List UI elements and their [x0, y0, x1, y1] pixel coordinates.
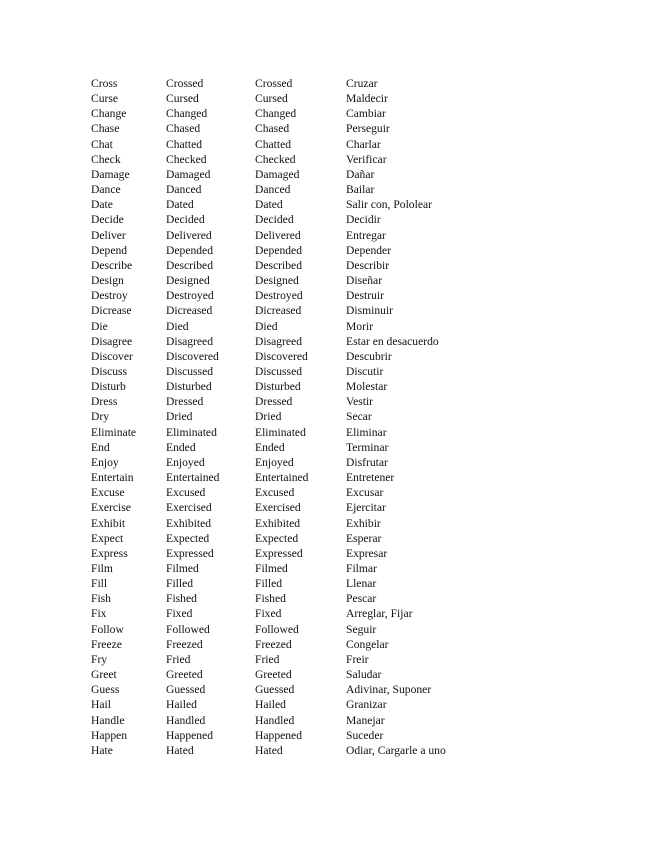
verb-past-participle: Excused [255, 486, 295, 500]
verb-spanish-translation: Exhibir [346, 516, 381, 530]
verb-base-form: Guess [91, 683, 120, 697]
verb-past-participle: Checked [255, 152, 296, 166]
verb-past-simple: Filmed [166, 562, 199, 575]
verb-row [91, 243, 506, 258]
verb-row [91, 697, 506, 712]
verb-base-form: Dry [91, 410, 110, 424]
verb-past-simple: Followed [166, 622, 210, 636]
verb-spanish-translation: Bailar [346, 183, 375, 197]
verb-past-participle: Disagreed [255, 334, 302, 348]
verb-spanish-translation: Filmar [346, 562, 377, 575]
verb-spanish-translation: Molestar [346, 380, 388, 394]
verb-row [91, 106, 506, 121]
verb-past-simple: Depended [166, 243, 213, 257]
verb-past-participle: Happened [255, 728, 302, 742]
verb-base-form: Disturb [91, 380, 126, 394]
verb-past-participle: Decided [255, 213, 294, 227]
verb-past-simple: Happened [166, 728, 213, 742]
verb-row [91, 576, 506, 591]
verb-past-participle: Hailed [255, 698, 286, 712]
verb-base-form: Chase [91, 122, 120, 136]
verb-past-simple: Expressed [166, 546, 214, 560]
verb-past-simple: Chased [166, 122, 201, 136]
verb-row [91, 743, 506, 758]
verb-base-form: Dicrease [91, 304, 132, 318]
verb-past-simple: Died [166, 319, 189, 333]
verb-row [91, 500, 506, 515]
verb-spanish-translation: Cruzar [346, 77, 378, 90]
verb-past-participle: Cursed [255, 92, 288, 106]
verb-base-form: Chat [91, 137, 113, 151]
verb-past-simple: Destroyed [166, 289, 214, 303]
verb-spanish-translation: Saludar [346, 668, 382, 682]
verb-past-participle: Freezed [255, 637, 292, 651]
verb-base-form: Express [91, 546, 128, 560]
verb-past-simple: Fried [166, 652, 191, 666]
verb-past-simple: Ended [166, 440, 196, 454]
verb-past-participle: Greeted [255, 668, 292, 682]
verb-base-form: Change [91, 107, 127, 121]
verb-spanish-translation: Granizar [346, 698, 387, 712]
verb-row [91, 91, 506, 106]
verb-spanish-translation: Manejar [346, 713, 385, 727]
verb-base-form: Cross [91, 77, 118, 90]
verb-past-participle: Designed [255, 274, 299, 288]
verb-spanish-translation: Disfrutar [346, 455, 388, 469]
verb-spanish-translation: Estar en desacuerdo [346, 334, 439, 348]
verb-past-participle: Exercised [255, 501, 301, 515]
verb-past-simple: Disturbed [166, 380, 212, 394]
verb-spanish-translation: Describir [346, 258, 390, 272]
verb-past-participle: Dated [255, 198, 283, 212]
verb-spanish-translation: Freir [346, 652, 369, 666]
verb-base-form: Design [91, 274, 124, 288]
verb-row [91, 394, 506, 409]
verb-past-simple: Disagreed [166, 334, 213, 348]
verb-past-simple: Exhibited [166, 516, 212, 530]
verb-past-simple: Crossed [166, 77, 204, 90]
verb-row [91, 182, 506, 197]
verb-past-simple: Danced [166, 183, 202, 197]
verb-base-form: Greet [91, 668, 117, 682]
verb-past-participle: Enjoyed [255, 455, 294, 469]
verb-past-participle: Expressed [255, 546, 303, 560]
verb-row [91, 606, 506, 621]
verb-past-simple: Dressed [166, 395, 204, 409]
verb-base-form: Freeze [91, 637, 122, 651]
verb-base-form: Destroy [91, 289, 128, 303]
verb-row [91, 591, 506, 606]
verb-past-participle: Fixed [255, 607, 282, 621]
verb-past-simple: Exercised [166, 501, 212, 515]
verb-spanish-translation: Terminar [346, 440, 389, 454]
verb-past-simple: Chatted [166, 137, 203, 151]
verb-past-participle: Dried [255, 410, 282, 424]
verb-past-participle: Chatted [255, 137, 292, 151]
verb-base-form: Damage [91, 167, 130, 181]
verb-past-participle: Handled [255, 713, 295, 727]
verb-base-form: Exhibit [91, 516, 126, 530]
verb-spanish-translation: Verificar [346, 152, 387, 166]
verb-row [91, 682, 506, 697]
verb-spanish-translation: Pescar [346, 592, 377, 606]
verb-base-form: Hate [91, 743, 113, 757]
verb-past-participle: Chased [255, 122, 290, 136]
verb-row [91, 667, 506, 682]
verb-past-simple: Excused [166, 486, 206, 500]
verb-base-form: Describe [91, 258, 133, 272]
verb-past-participle: Guessed [255, 683, 295, 697]
verb-spanish-translation: Salir con, Pololear [346, 198, 432, 212]
verb-spanish-translation: Maldecir [346, 92, 388, 106]
verb-past-simple: Damaged [166, 167, 211, 181]
verb-past-simple: Decided [166, 213, 205, 227]
verb-past-participle: Depended [255, 243, 302, 257]
verb-spanish-translation: Morir [346, 319, 374, 333]
verb-row [91, 273, 506, 288]
verb-base-form: Disagree [91, 334, 133, 348]
verb-spanish-translation: Perseguir [346, 122, 390, 136]
verb-table-body [91, 76, 506, 758]
verb-row [91, 561, 506, 576]
verb-past-participle: Dressed [255, 395, 293, 409]
verb-spanish-translation: Discutir [346, 364, 384, 378]
verb-past-participle: Hated [255, 743, 283, 757]
verb-row [91, 76, 506, 91]
verb-past-participle: Entertained [255, 471, 309, 485]
verb-row [91, 470, 506, 485]
verb-past-participle: Expected [255, 531, 299, 545]
verb-row [91, 531, 506, 546]
verb-row [91, 334, 506, 349]
verb-row [91, 440, 506, 455]
verb-past-participle: Fried [255, 652, 280, 666]
verb-past-participle: Changed [255, 107, 297, 121]
verb-past-participle: Disturbed [255, 380, 301, 394]
verb-base-form: Happen [91, 728, 128, 742]
verb-past-simple: Eliminated [166, 425, 217, 439]
verb-row [91, 409, 506, 424]
verb-row [91, 197, 506, 212]
verb-spanish-translation: Entregar [346, 228, 386, 242]
verb-past-simple: Fixed [166, 607, 193, 621]
verb-base-form: Date [91, 198, 113, 212]
verb-spanish-translation: Arreglar, Fijar [346, 607, 413, 621]
verb-past-participle: Crossed [255, 77, 293, 90]
verb-past-participle: Followed [255, 622, 299, 636]
verb-past-simple: Greeted [166, 668, 203, 682]
verb-spanish-translation: Decidir [346, 213, 381, 227]
verb-spanish-translation: Depender [346, 243, 392, 257]
verb-row [91, 622, 506, 637]
verb-spanish-translation: Odiar, Cargarle a uno [346, 743, 446, 757]
verb-spanish-translation: Disminuir [346, 304, 394, 318]
verb-past-simple: Handled [166, 713, 206, 727]
verb-past-simple: Freezed [166, 637, 203, 651]
verb-past-simple: Hated [166, 743, 194, 757]
verb-past-simple: Cursed [166, 92, 199, 106]
verb-base-form: Dress [91, 395, 118, 409]
verb-past-simple: Filled [166, 577, 194, 591]
verb-base-form: End [91, 440, 110, 454]
verb-base-form: Deliver [91, 228, 126, 242]
verb-base-form: Die [91, 319, 108, 333]
verb-past-simple: Expected [166, 531, 210, 545]
verb-past-simple: Dated [166, 198, 194, 212]
verb-past-participle: Discussed [255, 364, 303, 378]
verb-spanish-translation: Llenar [346, 577, 377, 591]
verb-row [91, 212, 506, 227]
verb-past-simple: Fished [166, 592, 197, 606]
verb-row [91, 637, 506, 652]
verb-row [91, 713, 506, 728]
verb-row [91, 258, 506, 273]
verb-base-form: Excuse [91, 486, 125, 500]
verb-row [91, 364, 506, 379]
verb-past-simple: Guessed [166, 683, 206, 697]
verb-base-form: Hail [91, 698, 111, 712]
verb-past-participle: Discovered [255, 349, 308, 363]
verb-past-simple: Hailed [166, 698, 197, 712]
verb-spanish-translation: Adivinar, Suponer [346, 683, 432, 697]
verb-past-participle: Eliminated [255, 425, 306, 439]
verb-base-form: Fish [91, 592, 111, 606]
verb-base-form: Depend [91, 243, 128, 257]
verb-row [91, 288, 506, 303]
verb-past-participle: Dicreased [255, 304, 302, 318]
verb-spanish-translation: Vestir [346, 395, 374, 409]
verb-row [91, 652, 506, 667]
verb-spanish-translation: Suceder [346, 728, 384, 742]
verb-base-form: Eliminate [91, 425, 137, 439]
verb-spanish-translation: Expresar [346, 546, 388, 560]
verb-past-simple: Delivered [166, 228, 212, 242]
verb-past-participle: Danced [255, 183, 291, 197]
verb-past-participle: Ended [255, 440, 285, 454]
verb-row [91, 516, 506, 531]
verb-spanish-translation: Esperar [346, 531, 382, 545]
verb-base-form: Discuss [91, 364, 128, 378]
verb-base-form: Expect [91, 531, 124, 545]
verb-past-participle: Died [255, 319, 278, 333]
verb-past-simple: Dicreased [166, 304, 213, 318]
verb-row [91, 228, 506, 243]
verb-row [91, 167, 506, 182]
verb-base-form: Curse [91, 92, 119, 106]
verb-base-form: Decide [91, 213, 124, 227]
verb-row [91, 319, 506, 334]
verb-spanish-translation: Secar [346, 410, 372, 424]
verb-table [91, 76, 506, 758]
verb-spanish-translation: Diseñar [346, 274, 383, 288]
verb-row [91, 546, 506, 561]
verb-past-simple: Discovered [166, 349, 219, 363]
verb-spanish-translation: Eliminar [346, 425, 387, 439]
verb-base-form: Handle [91, 713, 125, 727]
verb-past-participle: Delivered [255, 228, 301, 242]
verb-past-participle: Destroyed [255, 289, 303, 303]
verb-row [91, 485, 506, 500]
verb-base-form: Fry [91, 652, 108, 666]
verb-past-participle: Described [255, 258, 302, 272]
verb-base-form: Enjoy [91, 455, 119, 469]
verb-spanish-translation: Excusar [346, 486, 384, 500]
verb-past-participle: Filled [255, 577, 283, 591]
verb-row [91, 349, 506, 364]
verb-base-form: Film [91, 562, 113, 575]
verb-spanish-translation: Charlar [346, 137, 381, 151]
verb-spanish-translation: Seguir [346, 622, 377, 636]
verb-row [91, 728, 506, 743]
verb-row [91, 303, 506, 318]
verb-past-participle: Exhibited [255, 516, 301, 530]
verb-past-simple: Described [166, 258, 213, 272]
verb-base-form: Dance [91, 183, 121, 197]
verb-spanish-translation: Ejercitar [346, 501, 386, 515]
verb-base-form: Follow [91, 622, 124, 636]
verb-row [91, 152, 506, 167]
verb-past-simple: Discussed [166, 364, 214, 378]
verb-spanish-translation: Destruir [346, 289, 384, 303]
verb-base-form: Discover [91, 349, 133, 363]
verb-row [91, 137, 506, 152]
verb-past-simple: Entertained [166, 471, 220, 485]
verb-past-participle: Filmed [255, 562, 288, 575]
verb-past-simple: Dried [166, 410, 193, 424]
verb-past-simple: Checked [166, 152, 207, 166]
verb-past-participle: Fished [255, 592, 286, 606]
verb-base-form: Check [91, 152, 121, 166]
verb-base-form: Entertain [91, 471, 134, 485]
verb-spanish-translation: Descubrir [346, 349, 392, 363]
verb-base-form: Fix [91, 607, 107, 621]
verb-row [91, 425, 506, 440]
verb-spanish-translation: Congelar [346, 637, 389, 651]
verb-past-simple: Enjoyed [166, 455, 205, 469]
verb-row [91, 121, 506, 136]
verb-past-participle: Damaged [255, 167, 300, 181]
verb-base-form: Exercise [91, 501, 131, 515]
verb-spanish-translation: Entretener [346, 471, 395, 485]
verb-spanish-translation: Cambiar [346, 107, 386, 121]
verb-row [91, 379, 506, 394]
verb-row [91, 455, 506, 470]
verb-spanish-translation: Dañar [346, 167, 375, 181]
verb-past-simple: Designed [166, 274, 210, 288]
verb-base-form: Fill [91, 577, 108, 591]
verb-past-simple: Changed [166, 107, 208, 121]
